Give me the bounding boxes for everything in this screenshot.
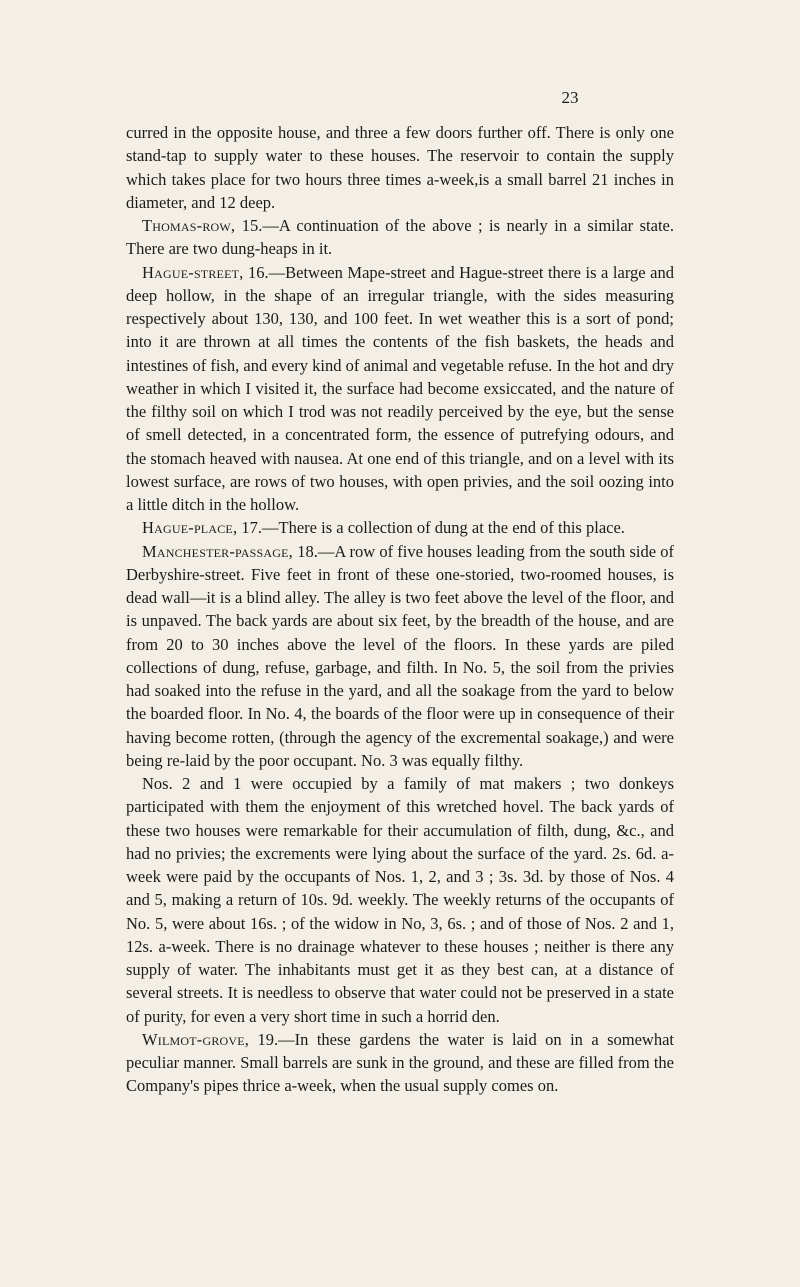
paragraph-text: curred in the opposite house, and three a few doors further off. There is only one stand-tap to supply water to these houses. The reservoir to contain the supply which takes place for two hours three times a-week,is a small barrel 21 inches in diameter, and 12 deep. [126,123,674,212]
paragraph-thomas-row [126,214,674,261]
body-text [126,121,674,1098]
paragraph-text: Nos. 2 and 1 were occupied by a family of mat makers ; two donkeys participated with them the enjoyment of this wretched hovel. The back yards of these two houses were remarkable for their accumulation of filth, dung, &c., and had no privies; the excrements were lying about the surface of the yard. 2s. 6d. a-week were paid by the occupants of Nos. 1, 2, and 3 ; 3s. 3d. by those of Nos. 4 and 5, making a return of 10s. 9d. weekly. The weekly returns of the occupants of No. 5, were about 16s. ; of the widow in No, 3, 6s. ; and of those of Nos. 2 and 1, 12s. a-week. There is no drainage whatever to these houses ; neither is there any supply of water. The inhabitants must get it as they best can, at a distance of several streets. It is needless to observe that water could not be preserved in a state of purity, for even a very short time in such a horrid den. [126,774,674,1026]
paragraph-text: 17.—There is a collection of dung at the end of this place. [237,518,625,538]
paragraph-hague-place [126,516,674,539]
paragraph-wilmot-grove [126,1028,674,1098]
paragraph-text: 15.—A continuation of the above ; is nearly in a similar state. There are two dung-heaps in it. [126,216,674,259]
page-number: 23 [561,88,579,107]
place-heading: Wilmot-grove, [142,1029,250,1049]
paragraph-text: 18.—A row of five houses leading from the south side of Derbyshire-street. Five feet in front of these one-storied, two-roomed houses, is dead wall—it is a blind alley. The alley is two feet above the level of the floor, and is unpaved. The back yards are about six feet, by the breadth of the house, and are from 20 to 30 inches above the level of the floors. In these yards are piled collections of dung, refuse, garbage, and filth. In No. 5, the soil from the privies had soaked into the refuse in the yard, and all the soakage from the yard to below the boarded floor. In No. 4, the boards of the floor were up in consequence of their having become rotten, (through the agency of the excremental soakage,) and were being re-laid by the poor occupant. No. 3 was equally filthy. [126,541,674,770]
place-heading: Thomas-row, [142,216,236,235]
paragraph-nos-2-and-1 [126,772,674,1028]
paragraph-continuation [126,121,674,214]
place-heading: Manchester-passage, [142,541,294,561]
place-heading: Hague-street, [142,262,244,282]
paragraph-text: 16.—Between Mape-street and Hague-street there is a large and deep hollow, in the shape of an irregular triangle, with the sides measuring respectively about 130, 130, and 100 feet. In wet weather this is a sort of pond; into it are thrown at all times the contents of the fish baskets, the heads and intestines of fish, and every kind of animal and vegetable refuse. In the hot and dry weather in which I visited it, the surface had become exsiccated, and the nature of the filthy soil on which I trod was not readily perceived by the eye, but the sense of smell detected, in a concentrated form, the essence of putrefying odours, and the stomach heaved with nausea. At one end of this triangle, and on a level with its lowest surface, are rows of two houses, with open privies, and the soil oozing into a little ditch in the hollow. [126,262,674,514]
paragraph-manchester-passage [126,540,674,773]
place-heading: Hague-place, [142,518,238,538]
paragraph-hague-street [126,261,674,517]
paragraph-text: 19.—In these gardens the water is laid on in a somewhat peculiar manner. Small barrels are sunk in the ground, and these are filled from the Company's pipes thrice a-week, when the usual supply comes on. [126,1029,674,1096]
